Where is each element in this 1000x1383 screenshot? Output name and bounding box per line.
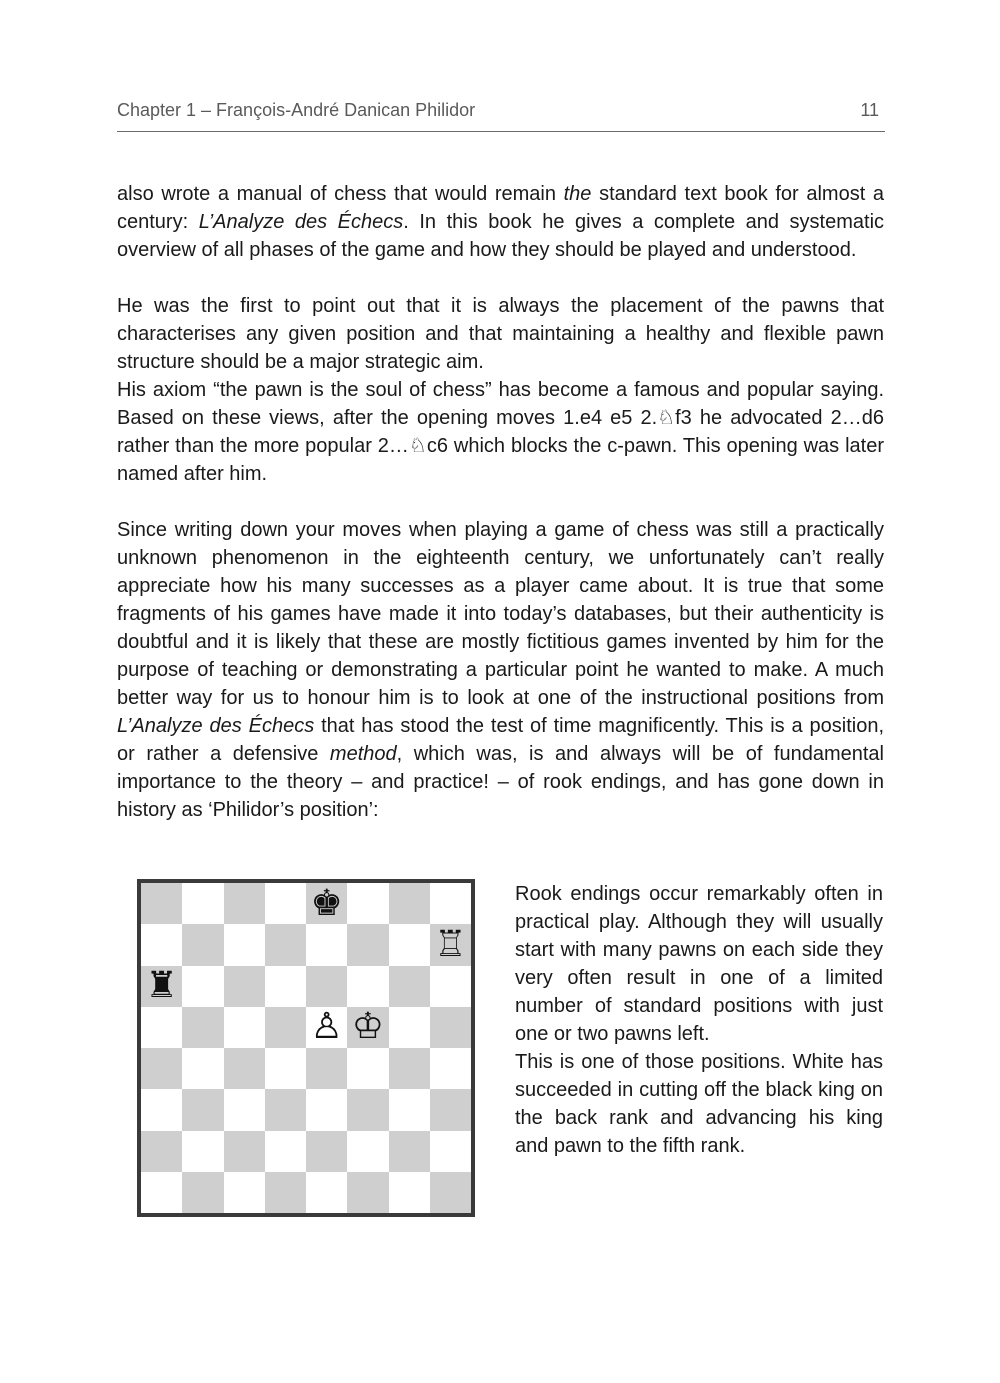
- square-e1: [306, 1172, 347, 1213]
- square-g3: [389, 1089, 430, 1130]
- square-c4: [224, 1048, 265, 1089]
- square-f2: [347, 1131, 388, 1172]
- square-c2: [224, 1131, 265, 1172]
- square-g7: [389, 924, 430, 965]
- square-b3: [182, 1089, 223, 1130]
- square-f8: [347, 883, 388, 924]
- chess-diagram: [137, 879, 475, 1217]
- square-f1: [347, 1172, 388, 1213]
- page-number: 11: [860, 100, 879, 120]
- square-h1: [430, 1172, 471, 1213]
- square-b6: [182, 966, 223, 1007]
- square-a5: [141, 1007, 182, 1048]
- paragraph-3: His axiom “the pawn is the soul of chess” has become a famous and popular saying. Based on these views, after the opening moves 1.e4 e5 2.♘f3 he advocated 2…d6 rather than the more popular 2…♘c6 which blocks the c-pawn. This opening was later named after him.: [117, 379, 884, 485]
- square-d2: [265, 1131, 306, 1172]
- white-king-icon: ♔: [351, 1006, 385, 1048]
- square-c3: [224, 1089, 265, 1130]
- square-h8: [430, 883, 471, 924]
- square-b5: [182, 1007, 223, 1048]
- square-h2: [430, 1131, 471, 1172]
- square-d7: [265, 924, 306, 965]
- square-f7: [347, 924, 388, 965]
- square-f6: [347, 966, 388, 1007]
- square-b1: [182, 1172, 223, 1213]
- square-c8: [224, 883, 265, 924]
- side-paragraph-1: Rook endings occur remarkably often in practical play. Although they will usually start with many pawns on each side they very often result in one of a limited number of standard positions with just one or two pawns left.: [515, 883, 883, 1045]
- square-a4: [141, 1048, 182, 1089]
- square-e6: [306, 966, 347, 1007]
- side-paragraph-2: This is one of those positions. White has succeeded in cutting off the black king on the back rank and advancing his king and pawn to the fifth rank.: [515, 1051, 883, 1157]
- side-text: [515, 880, 883, 1160]
- square-b8: [182, 883, 223, 924]
- running-header: [117, 100, 885, 132]
- square-g2: [389, 1131, 430, 1172]
- square-c5: [224, 1007, 265, 1048]
- square-e4: [306, 1048, 347, 1089]
- square-b7: [182, 924, 223, 965]
- square-g4: [389, 1048, 430, 1089]
- square-a6: [141, 966, 182, 1007]
- square-h3: [430, 1089, 471, 1130]
- white-rook-icon: ♖: [434, 923, 467, 965]
- paragraph-4: Since writing down your moves when playing a game of chess was still a practically unknown phenomenon in the eighteenth century, we unfortunately can’t really appreciate how his many successes as a player came about. It is true that some fragments of his games have made it into today’s databases, but their authenticity is doubtful and it is likely that these are mostly fictitious games invented by him for the purpose of teaching or demonstrating a particular point he wanted to make. A much better way for us to honour him is to look at one of the instructional positions from L’Analyze des Échecs that has stood the test of time magnificently. This is a position, or rather a defensive method, which was, is and always will be of fundamental importance to the theory – and practice! – of rook endings, and has gone down in history as ‘Philidor’s position’:: [117, 519, 885, 821]
- square-h4: [430, 1048, 471, 1089]
- square-b4: [182, 1048, 223, 1089]
- square-d3: [265, 1089, 306, 1130]
- square-h5: [430, 1007, 471, 1048]
- square-a1: [141, 1172, 182, 1213]
- chapter-title: Chapter 1 – François-André Danican Philidor: [117, 100, 476, 120]
- square-f3: [347, 1089, 388, 1130]
- square-g8: [389, 883, 430, 924]
- square-d6: [265, 966, 306, 1007]
- white-pawn-icon: ♙: [310, 1006, 343, 1048]
- paragraph-2: He was the first to point out that it is always the placement of the pawns that characterises any given position and that maintaining a healthy and flexible pawn structure should be a major strategic aim.: [117, 295, 884, 373]
- square-g5: [389, 1007, 430, 1048]
- square-e8: [306, 883, 347, 924]
- square-c1: [224, 1172, 265, 1213]
- square-a7: [141, 924, 182, 965]
- square-e2: [306, 1131, 347, 1172]
- square-e3: [306, 1089, 347, 1130]
- black-king-icon: ♚: [310, 882, 343, 924]
- square-h6: [430, 966, 471, 1007]
- main-text: [117, 180, 884, 824]
- square-e5: [306, 1007, 347, 1048]
- square-g6: [389, 966, 430, 1007]
- square-d8: [265, 883, 306, 924]
- square-a8: [141, 883, 182, 924]
- square-f5: [347, 1007, 388, 1048]
- paragraph-1: also wrote a manual of chess that would remain the standard text book for almost a century: L’Analyze des Échecs. In this book he gives a complete and systematic overview of all phases of the game and how they should be played and understood.: [117, 183, 885, 261]
- square-d4: [265, 1048, 306, 1089]
- square-h7: [430, 924, 471, 965]
- square-c7: [224, 924, 265, 965]
- black-rook-icon: ♜: [145, 965, 178, 1007]
- square-a2: [141, 1131, 182, 1172]
- square-e7: [306, 924, 347, 965]
- square-c6: [224, 966, 265, 1007]
- square-b2: [182, 1131, 223, 1172]
- square-f4: [347, 1048, 388, 1089]
- square-g1: [389, 1172, 430, 1213]
- square-a3: [141, 1089, 182, 1130]
- square-d1: [265, 1172, 306, 1213]
- square-d5: [265, 1007, 306, 1048]
